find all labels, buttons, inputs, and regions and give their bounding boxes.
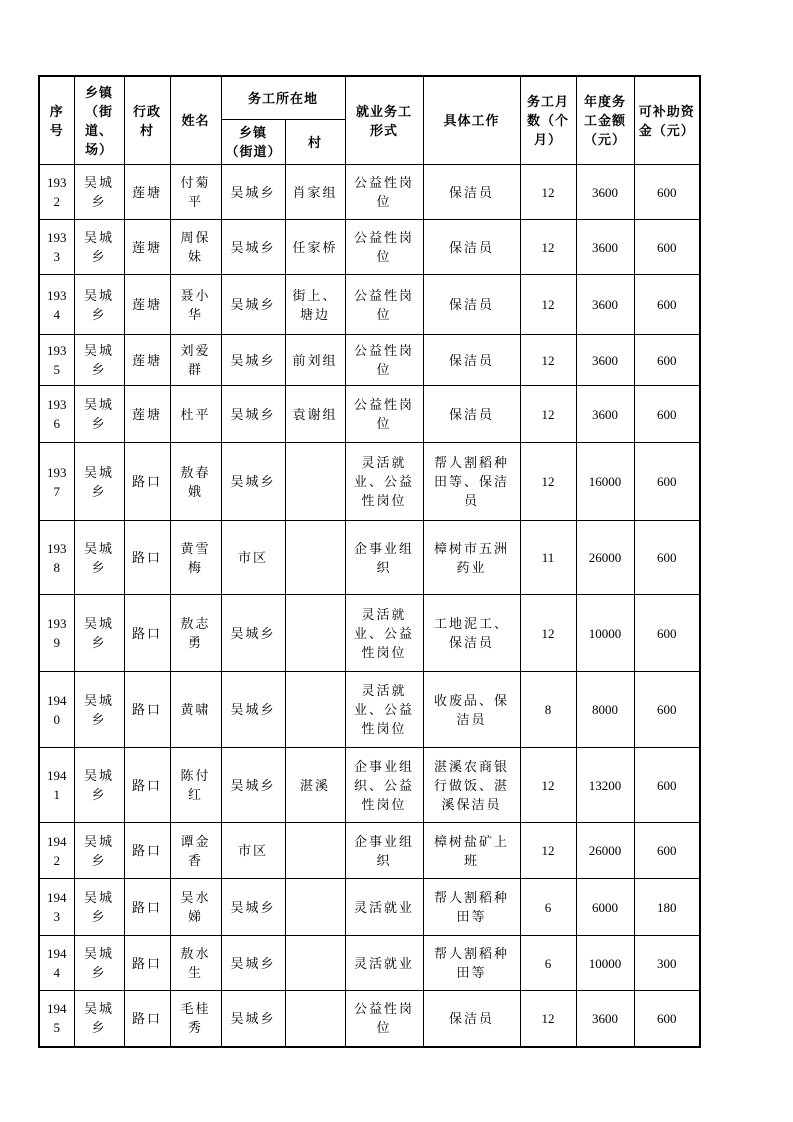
table-row	[39, 936, 700, 991]
table-cell: 吴城乡	[221, 879, 285, 936]
header-subsidy: 可补助资金（元）	[634, 76, 700, 165]
table-cell: 莲塘	[124, 335, 170, 386]
table-cell: 吴城乡	[221, 991, 285, 1047]
table-cell: 吴城乡	[221, 672, 285, 748]
table-cell: 吴城乡	[74, 335, 124, 386]
table-cell: 吴城乡	[74, 220, 124, 275]
table-cell: 300	[634, 936, 700, 991]
table-cell: 8	[520, 672, 576, 748]
table-cell: 工地泥工、保洁员	[423, 595, 520, 672]
table-cell: 樟树盐矿上班	[423, 823, 520, 879]
table-cell: 保洁员	[423, 165, 520, 220]
table-cell: 12	[520, 275, 576, 335]
table-cell: 灵活就业、公益性岗位	[345, 672, 423, 748]
serial-cell: 1938	[39, 521, 74, 595]
table-cell: 公益性岗位	[345, 275, 423, 335]
table-row	[39, 823, 700, 879]
table-cell: 聂小华	[170, 275, 221, 335]
header-job: 具体工作	[423, 76, 520, 165]
table-row	[39, 521, 700, 595]
serial-cell: 1932	[39, 165, 74, 220]
table-cell: 路口	[124, 879, 170, 936]
table-cell: 路口	[124, 672, 170, 748]
table-cell: 任家桥	[285, 220, 345, 275]
table-cell: 13200	[576, 748, 634, 823]
table-cell: 10000	[576, 595, 634, 672]
serial-cell: 1934	[39, 275, 74, 335]
serial-cell: 1936	[39, 386, 74, 443]
table-cell	[285, 936, 345, 991]
table-cell: 3600	[576, 165, 634, 220]
table-header	[39, 76, 700, 165]
table-cell: 帮人割稻种田等	[423, 879, 520, 936]
table-cell: 3600	[576, 386, 634, 443]
table-cell: 帮人割稻种田等	[423, 936, 520, 991]
serial-cell: 1939	[39, 595, 74, 672]
table-cell: 谭金香	[170, 823, 221, 879]
table-cell: 600	[634, 220, 700, 275]
table-cell: 吴城乡	[74, 936, 124, 991]
table-cell: 600	[634, 335, 700, 386]
header-employment-type: 就业务工形式	[345, 76, 423, 165]
table-cell: 路口	[124, 936, 170, 991]
table-row	[39, 386, 700, 443]
header-annual-amount: 年度务工金额（元）	[576, 76, 634, 165]
table-cell: 600	[634, 275, 700, 335]
table-cell: 黄啸	[170, 672, 221, 748]
table-cell: 吴城乡	[74, 443, 124, 521]
table-cell: 600	[634, 521, 700, 595]
table-cell: 600	[634, 595, 700, 672]
table-row	[39, 335, 700, 386]
serial-cell: 1942	[39, 823, 74, 879]
table-cell: 莲塘	[124, 386, 170, 443]
table-cell: 公益性岗位	[345, 386, 423, 443]
table-cell	[285, 521, 345, 595]
table-body	[39, 165, 700, 1047]
table-row	[39, 748, 700, 823]
table-cell: 600	[634, 386, 700, 443]
serial-cell: 1945	[39, 991, 74, 1047]
table-cell: 灵活就业	[345, 879, 423, 936]
table-row	[39, 165, 700, 220]
table-cell: 灵活就业、公益性岗位	[345, 443, 423, 521]
table-cell: 吴城乡	[221, 275, 285, 335]
table-cell: 街上、塘边	[285, 275, 345, 335]
table-cell: 8000	[576, 672, 634, 748]
table-cell: 收废品、保洁员	[423, 672, 520, 748]
table-cell: 12	[520, 220, 576, 275]
table-cell: 吴城乡	[221, 386, 285, 443]
table-cell: 6	[520, 936, 576, 991]
table-row	[39, 672, 700, 748]
table-row	[39, 595, 700, 672]
table-cell: 公益性岗位	[345, 165, 423, 220]
table-cell: 600	[634, 823, 700, 879]
table-cell: 湛溪农商银行做饭、湛溪保洁员	[423, 748, 520, 823]
table-cell: 12	[520, 823, 576, 879]
table-cell: 3600	[576, 220, 634, 275]
table-row	[39, 991, 700, 1047]
table-cell: 保洁员	[423, 335, 520, 386]
table-cell: 吴城乡	[74, 165, 124, 220]
serial-cell: 1935	[39, 335, 74, 386]
table-cell: 前刘组	[285, 335, 345, 386]
table-cell: 灵活就业	[345, 936, 423, 991]
table-cell: 吴水娣	[170, 879, 221, 936]
table-cell: 12	[520, 748, 576, 823]
table-cell: 吴城乡	[74, 275, 124, 335]
table-cell: 600	[634, 991, 700, 1047]
table-cell: 吴城乡	[221, 335, 285, 386]
table-cell	[285, 991, 345, 1047]
table-row	[39, 220, 700, 275]
table-cell: 吴城乡	[221, 748, 285, 823]
table-cell: 路口	[124, 748, 170, 823]
table-cell: 路口	[124, 595, 170, 672]
table-cell	[285, 879, 345, 936]
table-cell: 保洁员	[423, 275, 520, 335]
table-cell: 保洁员	[423, 386, 520, 443]
table-cell: 莲塘	[124, 165, 170, 220]
table-cell: 袁谢组	[285, 386, 345, 443]
table-cell: 市区	[221, 521, 285, 595]
table-cell: 杜平	[170, 386, 221, 443]
header-township: 乡镇（街道、场）	[74, 76, 124, 165]
serial-cell: 1941	[39, 748, 74, 823]
table-cell: 路口	[124, 443, 170, 521]
table-cell: 莲塘	[124, 275, 170, 335]
table-cell: 吴城乡	[74, 823, 124, 879]
table-cell: 10000	[576, 936, 634, 991]
labor-subsidy-table	[38, 75, 701, 1048]
table-cell: 灵活就业、公益性岗位	[345, 595, 423, 672]
header-name: 姓名	[170, 76, 221, 165]
serial-cell: 1943	[39, 879, 74, 936]
table-cell: 刘爱群	[170, 335, 221, 386]
table-cell: 公益性岗位	[345, 335, 423, 386]
table-cell: 陈付红	[170, 748, 221, 823]
table-cell: 吴城乡	[74, 748, 124, 823]
serial-cell: 1944	[39, 936, 74, 991]
table-cell: 敖水生	[170, 936, 221, 991]
table-cell: 保洁员	[423, 991, 520, 1047]
table-cell: 莲塘	[124, 220, 170, 275]
table-cell: 吴城乡	[74, 879, 124, 936]
table-cell: 敖志勇	[170, 595, 221, 672]
table-cell: 敖春娥	[170, 443, 221, 521]
table-cell: 26000	[576, 823, 634, 879]
table-cell: 吴城乡	[74, 521, 124, 595]
table-cell: 12	[520, 443, 576, 521]
table-cell: 帮人割稻种田等、保洁员	[423, 443, 520, 521]
table-cell: 11	[520, 521, 576, 595]
table-cell: 吴城乡	[74, 991, 124, 1047]
table-cell: 600	[634, 748, 700, 823]
table-cell: 吴城乡	[74, 595, 124, 672]
table-cell: 路口	[124, 521, 170, 595]
table-cell: 肖家组	[285, 165, 345, 220]
header-work-location-group: 务工所在地	[221, 76, 345, 120]
table-cell: 周保妹	[170, 220, 221, 275]
table-cell: 路口	[124, 823, 170, 879]
table-row	[39, 443, 700, 521]
header-work-township: 乡镇（街道）	[221, 120, 285, 165]
table-cell: 3600	[576, 991, 634, 1047]
table-cell: 3600	[576, 275, 634, 335]
table-cell: 吴城乡	[74, 386, 124, 443]
table-row	[39, 879, 700, 936]
serial-cell: 1940	[39, 672, 74, 748]
table-cell: 3600	[576, 335, 634, 386]
header-serial: 序号	[39, 76, 74, 165]
table-cell: 180	[634, 879, 700, 936]
table-cell: 吴城乡	[221, 443, 285, 521]
serial-cell: 1937	[39, 443, 74, 521]
table-cell: 600	[634, 443, 700, 521]
table-cell: 市区	[221, 823, 285, 879]
table-cell: 路口	[124, 991, 170, 1047]
header-admin-village: 行政村	[124, 76, 170, 165]
table-cell: 600	[634, 672, 700, 748]
header-row-top	[39, 76, 700, 120]
table-cell: 企事业组织	[345, 521, 423, 595]
table-cell: 16000	[576, 443, 634, 521]
table-cell: 樟树市五洲药业	[423, 521, 520, 595]
table-cell: 保洁员	[423, 220, 520, 275]
table-cell: 毛桂秀	[170, 991, 221, 1047]
table-cell: 企事业组织	[345, 823, 423, 879]
table-cell: 12	[520, 991, 576, 1047]
table-cell: 12	[520, 386, 576, 443]
table-cell: 12	[520, 335, 576, 386]
table-cell: 黄雪梅	[170, 521, 221, 595]
table-cell: 12	[520, 595, 576, 672]
table-cell: 公益性岗位	[345, 991, 423, 1047]
table-cell: 湛溪	[285, 748, 345, 823]
table-cell: 公益性岗位	[345, 220, 423, 275]
table-cell: 12	[520, 165, 576, 220]
table-cell	[285, 443, 345, 521]
table-cell	[285, 672, 345, 748]
table-cell: 吴城乡	[221, 220, 285, 275]
table-cell	[285, 595, 345, 672]
table-cell: 吴城乡	[221, 165, 285, 220]
table-row	[39, 275, 700, 335]
table-cell: 吴城乡	[221, 936, 285, 991]
table-cell: 6000	[576, 879, 634, 936]
table-cell: 吴城乡	[74, 672, 124, 748]
serial-cell: 1933	[39, 220, 74, 275]
table-cell: 600	[634, 165, 700, 220]
table-cell: 26000	[576, 521, 634, 595]
table-cell: 吴城乡	[221, 595, 285, 672]
table-cell: 企事业组织、公益性岗位	[345, 748, 423, 823]
table-cell	[285, 823, 345, 879]
header-work-village: 村	[285, 120, 345, 165]
table-cell: 6	[520, 879, 576, 936]
table-cell: 付菊平	[170, 165, 221, 220]
header-months: 务工月数（个月）	[520, 76, 576, 165]
